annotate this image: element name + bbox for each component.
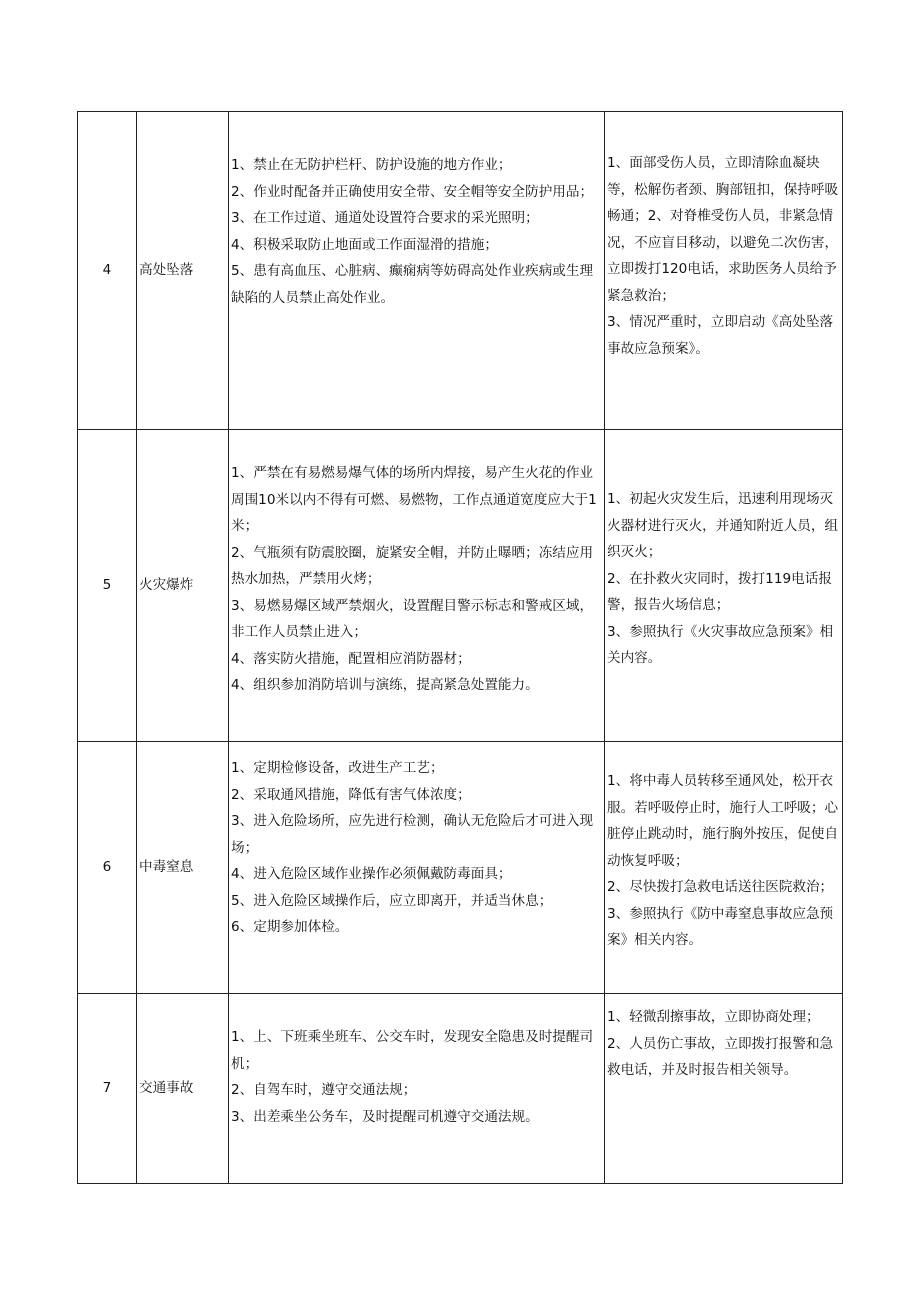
row-number: 6 <box>78 742 137 994</box>
table-row <box>78 994 843 1184</box>
prevention-measures: 1、禁止在无防护栏杆、防护设施的地方作业； 2、作业时配备并正确使用安全带、安全帽等安全防护用品； 3、在工作过道、通道处设置符合要求的采光照明； 4、积极采取防止地面或工作面湿滑的措施； 5、患有高血压、心脏病、癫痫病等妨碍高处作业疾病或生理缺陷的人员禁止高处作业。 <box>229 112 605 430</box>
emergency-response: 1、面部受伤人员，立即清除血凝块等，松解伤者颈、胸部钮扣，保持呼吸畅通；2、对脊椎受伤人员，非紧急情况，不应盲目移动，以避免二次伤害，立即拨打120电话，求助医务人员给予紧急救治； 3、情况严重时，立即启动《高处坠落事故应急预案》。 <box>605 112 843 430</box>
prevention-measures: 1、定期检修设备，改进生产工艺； 2、采取通风措施，降低有害气体浓度； 3、进入危险场所，应先进行检测，确认无危险后才可进入现场； 4、进入危险区域作业操作必须佩戴防毒面具； 5、进入危险区域操作后，应立即离开，并适当休息； 6、定期参加体检。 <box>229 742 605 994</box>
emergency-response: 1、轻微刮擦事故，立即协商处理； 2、人员伤亡事故，立即拨打报警和急救电话，并及时报告相关领导。 <box>605 994 843 1184</box>
row-number: 7 <box>78 994 137 1184</box>
hazard-name: 中毒窒息 <box>137 742 229 994</box>
row-number: 4 <box>78 112 137 430</box>
emergency-response: 1、将中毒人员转移至通风处，松开衣服。若呼吸停止时，施行人工呼吸；心脏停止跳动时，施行胸外按压，促使自动恢复呼吸； 2、尽快拨打急救电话送往医院救治； 3、参照执行《防中毒窒息事故应急预案》相关内容。 <box>605 742 843 994</box>
table-row <box>78 112 843 430</box>
hazard-name: 交通事故 <box>137 994 229 1184</box>
emergency-response: 1、初起火灾发生后，迅速利用现场灭火器材进行灭火，并通知附近人员，组织灭火； 2、在扑救火灾同时，拨打119电话报警，报告火场信息； 3、参照执行《火灾事故应急预案》相关内容。 <box>605 430 843 742</box>
hazard-name: 火灾爆炸 <box>137 430 229 742</box>
hazard-name: 高处坠落 <box>137 112 229 430</box>
hazard-table <box>77 111 843 1184</box>
prevention-measures: 1、上、下班乘坐班车、公交车时，发现安全隐患及时提醒司机； 2、自驾车时，遵守交通法规； 3、出差乘坐公务车，及时提醒司机遵守交通法规。 <box>229 994 605 1184</box>
row-number: 5 <box>78 430 137 742</box>
prevention-measures: 1、严禁在有易燃易爆气体的场所内焊接，易产生火花的作业周围10米以内不得有可燃、易燃物，工作点通道宽度应大于1米； 2、气瓶须有防震胶圈，旋紧安全帽，并防止曝晒；冻结应用热水加热，严禁用火烤； 3、易燃易爆区域严禁烟火，设置醒目警示标志和警戒区域，非工作人员禁止进入； 4、落实防火措施，配置相应消防器材； 4、组织参加消防培训与演练，提高紧急处置能力。 <box>229 430 605 742</box>
table-row <box>78 430 843 742</box>
table-row <box>78 742 843 994</box>
